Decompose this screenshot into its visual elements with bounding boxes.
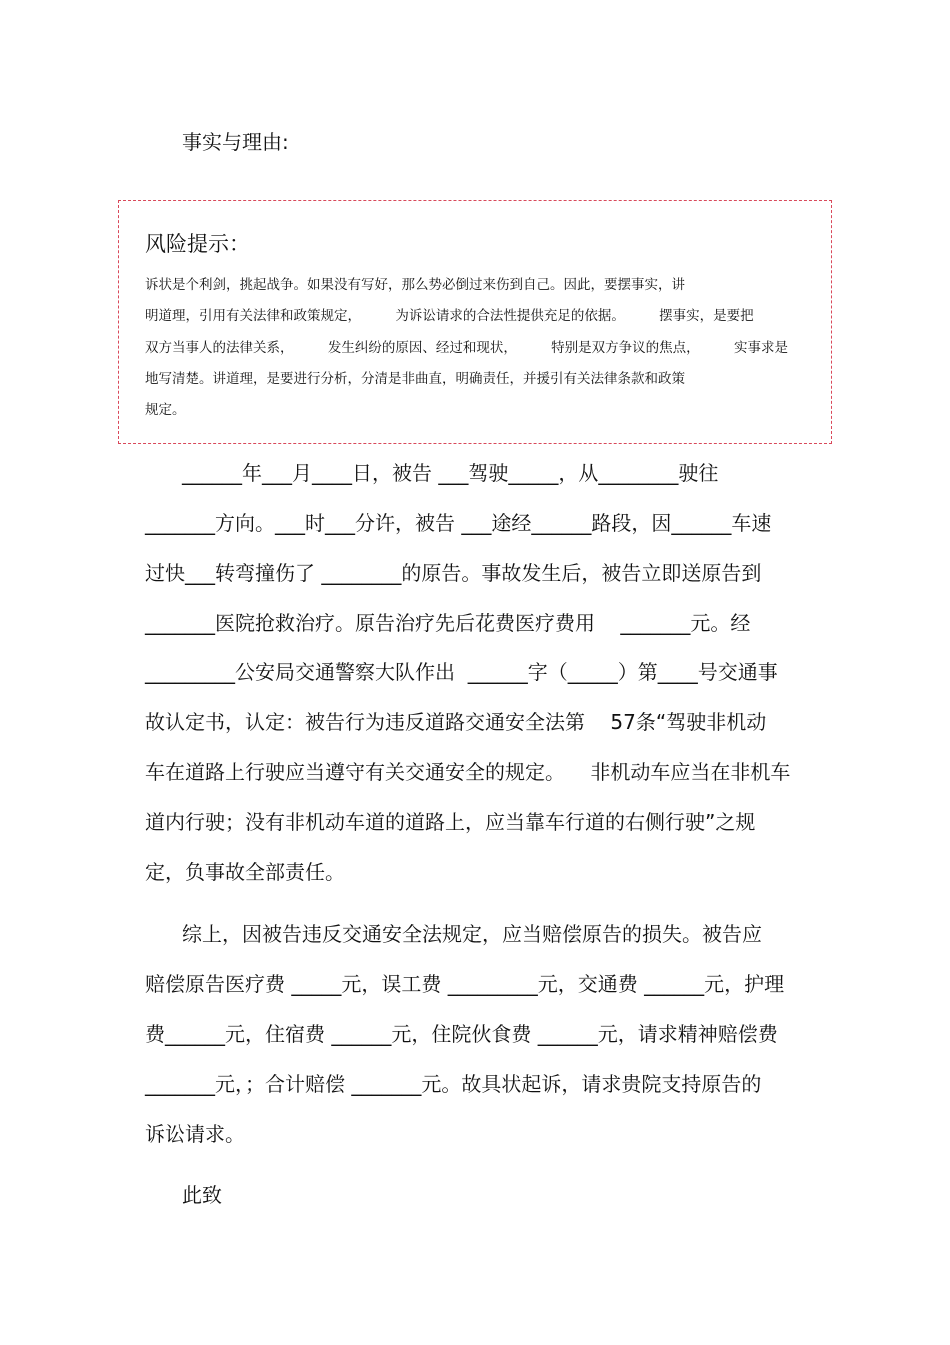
risk-notice-title: 风险提示： (145, 232, 250, 256)
facts-line: 故认定书，认定：被告行为违反道路交通安全法第 57条“驾驶非机动 (145, 710, 767, 734)
facts-line: 道内行驶；没有非机动车道的道路上，应当靠车行道的右侧行驶”之规 (145, 810, 756, 834)
risk-notice-line: 明道理，引用有关法律和政策规定， 为诉讼请求的合法性提供充足的依据。 摆事实，是要把 (145, 308, 754, 324)
summary-line: _______元，；合计赔偿 _______元。故具状起诉，请求贵院支持原告的 (145, 1072, 762, 1096)
summary-line: 赔偿原告医疗费 _____元，误工费 _________元，交通费 ______元，护理 (145, 972, 785, 996)
risk-notice-line: 双方当事人的法律关系， 发生纠纷的原因、经过和现状， 特别是双方争议的焦点， 实事求是 (145, 340, 788, 356)
summary-line: 诉讼请求。 (145, 1122, 245, 1146)
facts-line: _________公安局交通警察大队作出 ______字（_____）第____号交通事 (145, 660, 778, 684)
facts-line: _______方向。___时___分许，被告 ___途经______路段，因______车速 (145, 511, 772, 535)
section-heading: 事实与理由: (182, 130, 289, 154)
facts-line: 过快___转弯撞伤了 ________的原告。事故发生后，被告立即送原告到 (145, 561, 762, 585)
facts-line: 车在道路上行驶应当遵守有关交通安全的规定。 非机动车应当在非机车 (145, 760, 791, 784)
facts-line: _______医院抢救治疗。原告治疗先后花费医疗费用 _______元。经 (145, 611, 751, 635)
facts-line: 定，负事故全部责任。 (145, 860, 345, 884)
risk-notice-line: 规定。 (145, 402, 186, 418)
facts-line: ______年___月____日，被告 ___驾驶_____，从________驶往 (182, 461, 719, 485)
summary-line: 综上，因被告违反交通安全法规定，应当赔偿原告的损失。被告应 (182, 922, 762, 946)
closing-salutation: 此致 (182, 1183, 222, 1207)
summary-line: 费______元，住宿费 ______元，住院伙食费 ______元，请求精神赔偿费 (145, 1022, 778, 1046)
risk-notice-line: 诉状是个利剑，挑起战争。如果没有写好，那么势必倒过来伤到自己。因此，要摆事实，讲 (145, 277, 685, 293)
risk-notice-line: 地写清楚。讲道理，是要进行分析，分清是非曲直，明确责任，并援引有关法律条款和政策 (145, 371, 685, 387)
